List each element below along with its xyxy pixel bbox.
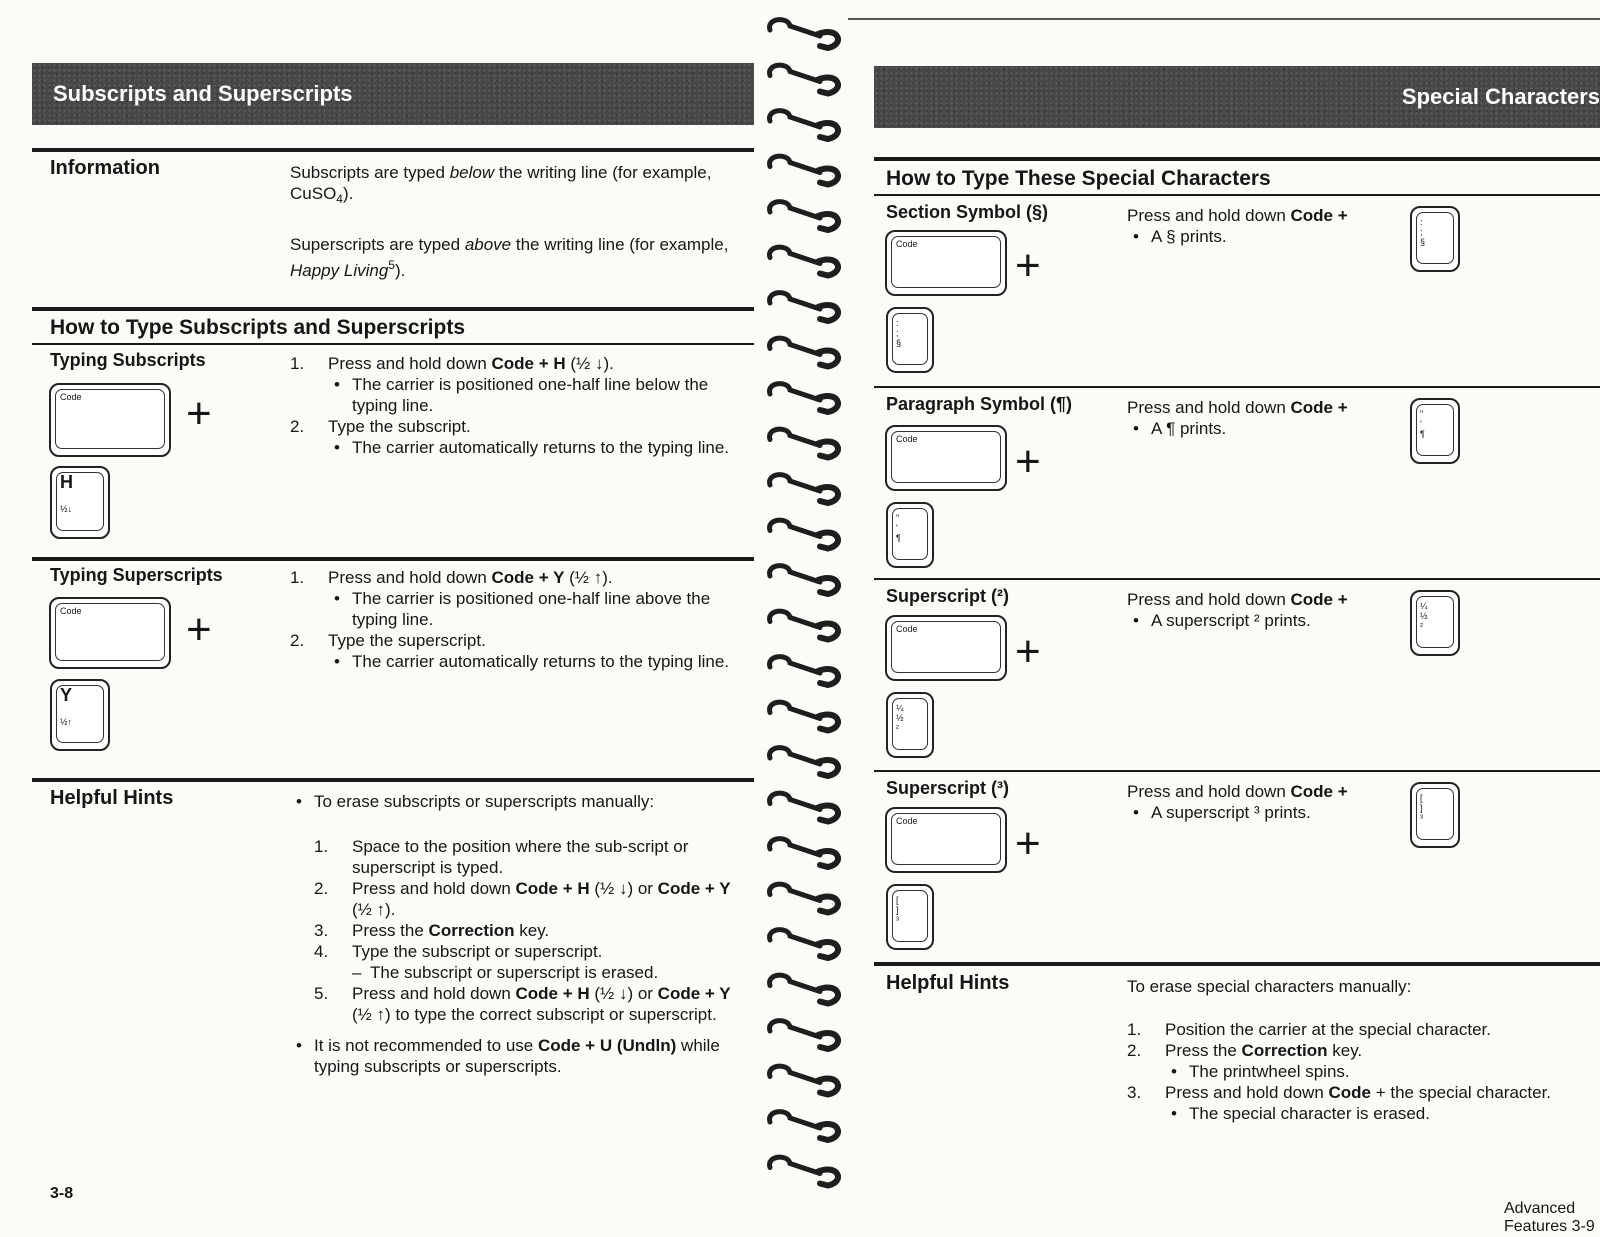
- step: 2. Type the superscript. • The carrier automatically returns to the typing line.: [290, 630, 740, 672]
- information-text: [290, 162, 730, 281]
- typing-subscripts-label: Typing Subscripts: [50, 350, 206, 370]
- spiral-coil: [770, 111, 839, 139]
- paragraph-symbol-label: Paragraph Symbol (¶): [886, 394, 1073, 414]
- code-key: Code: [49, 383, 171, 457]
- section-key: : ; §: [886, 307, 934, 373]
- section-symbol-label: Section Symbol (§): [886, 202, 1049, 222]
- step: 1. Press and hold down Code + Y (½ ↑). • The carrier is positioned one-half line above the typing line.: [290, 567, 740, 630]
- paragraph-symbol-text: Press and hold down Code + • A ¶ prints.: [1127, 397, 1412, 439]
- hint-dash: – The subscript or superscript is erased.: [352, 962, 740, 983]
- bullet: • A superscript ³ prints.: [1127, 802, 1412, 823]
- bullet: • A § prints.: [1127, 226, 1412, 247]
- right-banner-title: Special Characters: [1401, 84, 1600, 109]
- hint-step: 3. Press the Correction key.: [314, 921, 550, 940]
- spiral-coil: [770, 20, 839, 48]
- bullet: • The special character is erased.: [1165, 1103, 1597, 1124]
- information-paragraph-2: Superscripts are typed above the writing line (for example, Happy Living$^5$).: [290, 235, 729, 280]
- superscripts-rule: [32, 557, 754, 561]
- spiral-coil: [770, 429, 839, 457]
- superscript-2-key: ¼ ½ ²: [886, 692, 934, 758]
- spiral-coil: [770, 1157, 839, 1185]
- spiral-coil: [770, 293, 839, 321]
- code-key: Code: [885, 615, 1007, 681]
- paragraph-key: " ' ¶: [1410, 398, 1460, 464]
- sup3-rule: [874, 770, 1600, 772]
- spiral-coil: [770, 839, 839, 867]
- bullet: • The printwheel spins.: [1165, 1061, 1597, 1082]
- code-key: Code: [885, 230, 1007, 296]
- spiral-coil: [770, 566, 839, 594]
- right-hints-label: Helpful Hints: [886, 972, 1010, 994]
- step: 1. Press and hold down Code + H (½ ↓). • The carrier is positioned one-half line below the typing line.: [290, 353, 740, 416]
- h-key: H ½↓: [50, 466, 110, 539]
- hint-step: 4. Type the subscript or superscript. – The subscript or superscript is erased.: [314, 941, 740, 983]
- hint-step: 2. Press the Correction key. • The printwheel spins.: [1127, 1040, 1597, 1082]
- spiral-coil: [770, 975, 839, 1003]
- hint-bullet: • It is not recommended to use Code + U (Undln) while typing subscripts or superscripts.: [290, 1035, 740, 1077]
- right-hints-rule: [874, 962, 1600, 966]
- step: 2. Type the subscript. • The carrier automatically returns to the typing line.: [290, 416, 740, 458]
- typing-superscripts-steps: [290, 567, 740, 672]
- spiral-coil: [770, 884, 839, 912]
- right-banner: [874, 66, 1600, 128]
- code-key: Code: [49, 597, 171, 669]
- spiral-coil: [770, 384, 839, 412]
- hint-step: 3. Press and hold down Code + the special character. • The special character is erased.: [1127, 1082, 1597, 1124]
- plus-sign: +: [1015, 819, 1041, 868]
- spiral-coil: [770, 65, 839, 93]
- hints-intro: To erase special characters manually:: [1127, 977, 1412, 996]
- specials-underline: [874, 194, 1600, 196]
- left-hints-body: [290, 791, 740, 1077]
- hint-step: 1. Space to the position where the sub-script or superscript is typed.: [314, 837, 689, 877]
- y-key: Y ½↑: [50, 679, 110, 751]
- right-hints-body: [1127, 976, 1597, 1124]
- spiral-coil: [770, 338, 839, 366]
- howto-rule: [32, 307, 754, 311]
- typing-subscripts-steps: [290, 353, 740, 458]
- spiral-coil: [770, 1112, 839, 1140]
- right-page-footer: Advanced Features 3-9: [1504, 1200, 1595, 1235]
- plus-sign: +: [1015, 241, 1041, 290]
- bullet: • The carrier automatically returns to the typing line.: [328, 437, 740, 458]
- paragraph-rule: [874, 386, 1600, 388]
- hint-step: 5. Press and hold down Code + H (½ ↓) or Code + Y (½ ↑) to type the correct subscript or superscript.: [314, 984, 731, 1024]
- spiral-coil: [770, 520, 839, 548]
- spiral-coil: [770, 930, 839, 958]
- left-page: [0, 0, 762, 1237]
- superscript-3-text: Press and hold down Code + • A superscript ³ prints.: [1127, 781, 1412, 823]
- section-key: : ; §: [1410, 206, 1460, 272]
- left-hints-label: Helpful Hints: [50, 787, 174, 809]
- bullet: • The carrier automatically returns to the typing line.: [328, 651, 740, 672]
- spiral-coil: [770, 611, 839, 639]
- hints-rule: [32, 778, 754, 782]
- bullet: • A superscript ² prints.: [1127, 610, 1412, 631]
- superscript-2-text: Press and hold down Code + • A superscript ² prints.: [1127, 589, 1412, 631]
- superscript-2-label: Superscript (²): [886, 586, 1010, 606]
- spiral-coil: [770, 202, 839, 230]
- specials-rule: [874, 157, 1600, 161]
- spiral-coil: [770, 475, 839, 503]
- spiral-coil: [770, 657, 839, 685]
- code-key: Code: [885, 807, 1007, 873]
- code-key: Code: [885, 425, 1007, 491]
- information-label: Information: [50, 157, 160, 179]
- plus-sign: +: [186, 605, 212, 654]
- bullet: • A ¶ prints.: [1127, 418, 1412, 439]
- howto-underline: [32, 343, 754, 345]
- plus-sign: +: [1015, 627, 1041, 676]
- top-edge-rule: [848, 18, 1600, 20]
- left-banner-title: Subscripts and Superscripts: [53, 81, 353, 106]
- spiral-binding: [762, 0, 848, 1237]
- spiral-coil: [770, 1066, 839, 1094]
- spiral-coil: [770, 1021, 839, 1049]
- sup2-rule: [874, 578, 1600, 580]
- superscript-3-key: [ ] ³: [886, 884, 934, 950]
- spiral-coil: [770, 247, 839, 275]
- hint-bullet: • To erase subscripts or superscripts manually:: [290, 791, 740, 812]
- spiral-coil: [770, 702, 839, 730]
- left-page-number: 3-8: [50, 1185, 74, 1202]
- information-paragraph-1: Subscripts are typed below the writing line (for example, CuSO$_4$).: [290, 163, 712, 206]
- bullet: • The carrier is positioned one-half line below the typing line.: [328, 374, 740, 416]
- superscript-3-key: [ ] ³: [1410, 782, 1460, 848]
- specials-title: How to Type These Special Characters: [886, 167, 1271, 190]
- superscript-2-key: ¼ ½ ²: [1410, 590, 1460, 656]
- spiral-coil: [770, 748, 839, 776]
- information-rule: [32, 148, 754, 152]
- section-symbol-text: Press and hold down Code + • A § prints.: [1127, 205, 1412, 247]
- paragraph-key: " ' ¶: [886, 502, 934, 568]
- bullet: • The carrier is positioned one-half line above the typing line.: [328, 588, 740, 630]
- spiral-coil: [770, 156, 839, 184]
- left-banner: [32, 63, 754, 125]
- spiral-coil: [770, 793, 839, 821]
- plus-sign: +: [1015, 437, 1041, 486]
- plus-sign: +: [186, 389, 212, 438]
- hint-step: 2. Press and hold down Code + H (½ ↓) or Code + Y (½ ↑).: [314, 879, 731, 919]
- howto-title: How to Type Subscripts and Superscripts: [50, 316, 466, 339]
- hint-step: 1. Position the carrier at the special character.: [1127, 1020, 1491, 1039]
- typing-superscripts-label: Typing Superscripts: [50, 565, 223, 585]
- superscript-3-label: Superscript (³): [886, 778, 1010, 798]
- right-page: [848, 0, 1600, 1237]
